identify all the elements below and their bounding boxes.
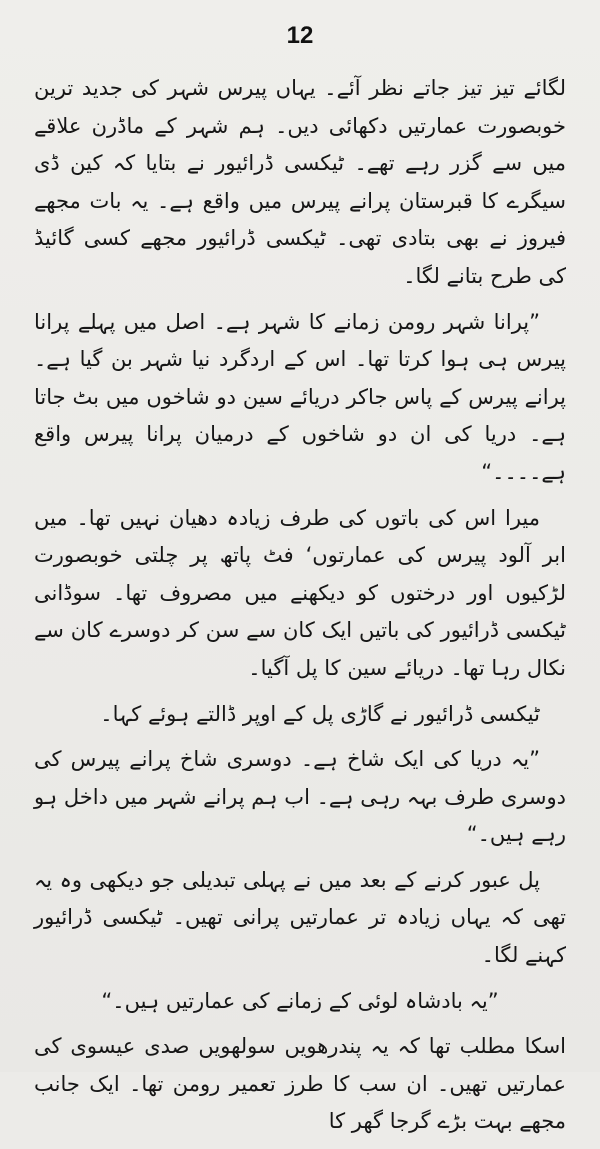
paragraph-6: پل عبور کرنے کے بعد میں نے پہلی تبدیلی جو دیکھی وہ یہ تھی کہ یہاں زیادہ تر عمارتیں پرانی تھیں۔ ٹیکسی ڈرائیور کہنے لگا۔ — [34, 867, 566, 968]
paragraph-5: ”یہ دریا کی ایک شاخ ہے۔ دوسری شاخ پرانے پیرس کی دوسری طرف بہہ رہی ہے۔ اب ہم پرانے شہر میں داخل ہو رہے ہیں۔“ — [34, 747, 566, 847]
paragraph-8: اسکا مطلب تھا کہ یہ پندرھویں سولھویں صدی عیسوی کی عمارتیں تھیں۔ ان سب کا طرز تعمیر رومن تھا۔ ایک جانب مجھے بہت بڑے گرجا گھر کا — [34, 1034, 566, 1134]
paragraph-3: میرا اس کی باتوں کی طرف زیادہ دھیان نہیں تھا۔ میں ابر آلود پیرس کی عمارتوں‘ فٹ پاتھ پر چلتی خوبصورت لڑکیوں اور درختوں کو دیکھنے میں مصروف تھا۔ سوڈانی ٹیکسی ڈرائیور کی باتیں ایک کان سے سن کر دوسرے کان سے نکال رہا تھا۔ دریائے سین کا پل آگیا۔ — [34, 505, 566, 680]
page-number: 12 — [286, 22, 314, 49]
paragraph-1: لگائے تیز تیز جاتے نظر آئے۔ یہاں پیرس شہر کی جدید ترین خوبصورت عمارتیں دکھائی دیں۔ ہم شہر کے ماڈرن علاقے میں سے گزر رہے تھے۔ ٹیکسی ڈرائیور نے بتایا کہ کین ڈی سیگرے کا قبرستان پرانے پیرس میں واقع ہے۔ یہ بات مجھے فیروز نے بھی بتادی تھی۔ ٹیکسی ڈرائیور مجھے کسی گائیڈ کی طرح بتانے لگا۔ — [34, 76, 566, 288]
page-text — [34, 70, 566, 1149]
paragraph-7: ”یہ بادشاہ لوئی کے زمانے کی عمارتیں ہیں۔“ — [101, 988, 499, 1013]
paragraph-2: ”پرانا شہر رومن زمانے کا شہر ہے۔ اصل میں پہلے پرانا پیرس ہی ہوا کرتا تھا۔ اس کے اردگرد نیا شہر بن گیا ہے۔ پرانے پیرس کے پاس جاکر دریائے سین دو شاخوں میں بٹ جاتا ہے۔ دریا کی ان دو شاخوں کے درمیان پرانا پیرس واقع ہے۔۔۔۔“ — [34, 309, 566, 484]
paragraph-4: ٹیکسی ڈرائیور نے گاڑی پل کے اوپر ڈالتے ہوئے کہا۔ — [100, 701, 540, 726]
